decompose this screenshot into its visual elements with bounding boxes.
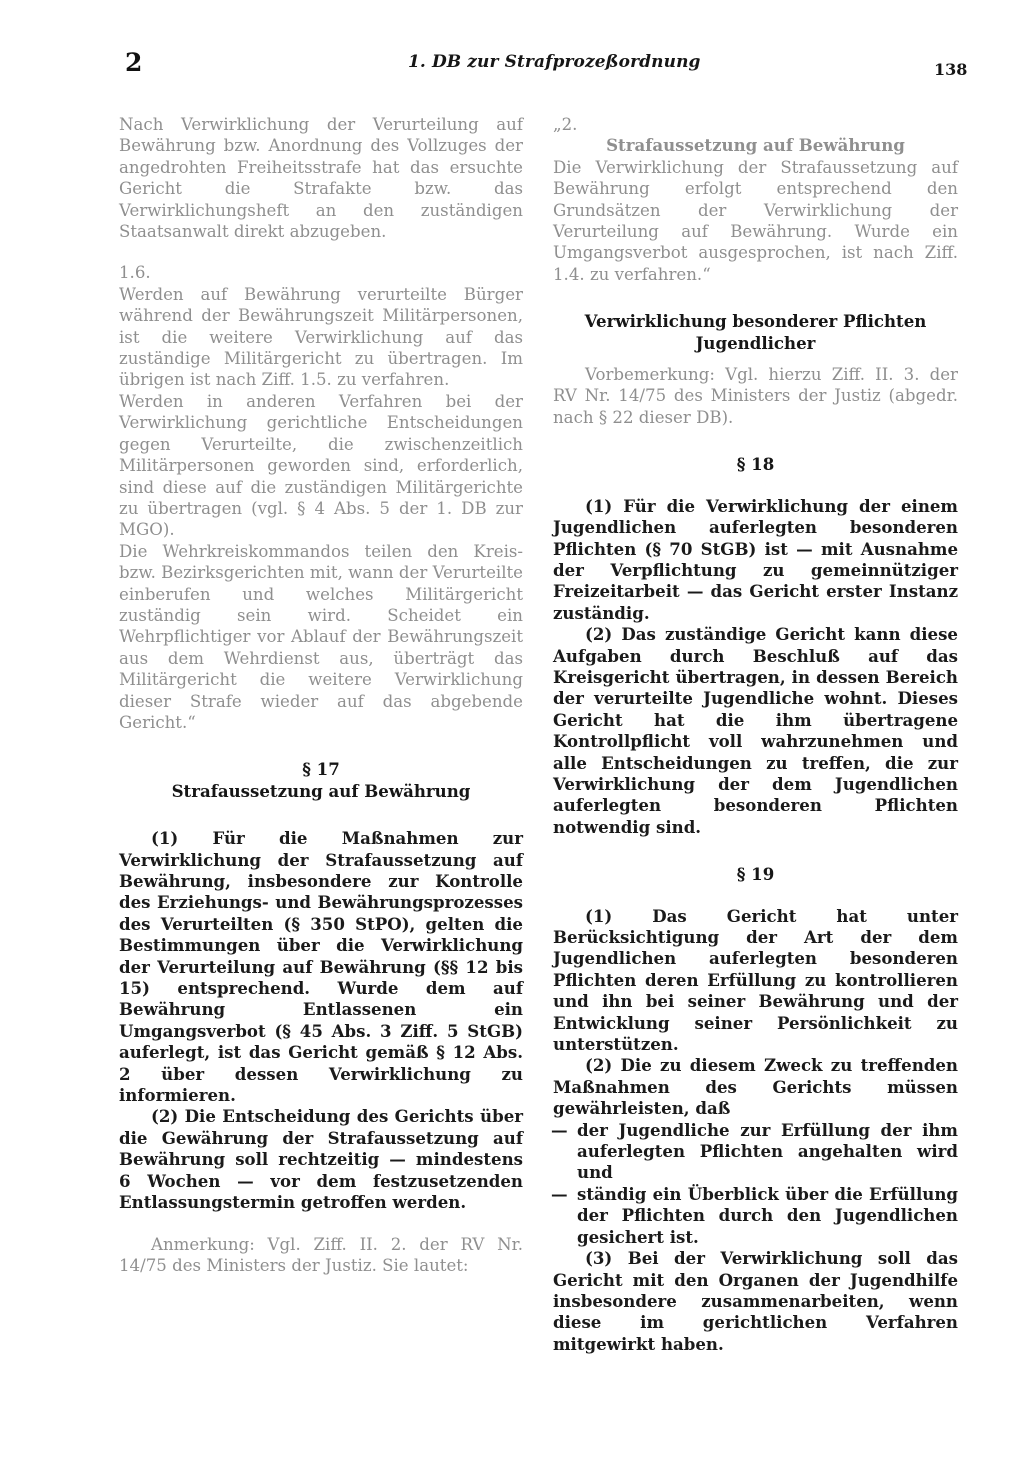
- dash-marker: —: [551, 1119, 568, 1140]
- section-heading-juvenile-duties: Verwirklichung besonderer Pflichten Jugendlicher: [584, 311, 927, 353]
- section-17-body: [119, 828, 523, 1213]
- paragraph-1-5-continuation: Nach Verwirklichung der Verurteilung auf Bewährung bzw. Anordnung des Vollzuges der angedrohten Freiheitsstrafe hat das ersuchte Gericht die Strafakte bzw. das Verwirklichungsheft an den zuständigen Staatsanwalt direkt abzugeben.: [119, 115, 523, 242]
- section-18-paragraph-1: (1) Für die Verwirklichung der einem Jugendlichen auferlegten besonderen Pflichten (§ 70 StGB) ist — mit Ausnahme der Verpflichtung zu gemeinnütziger Freizeitarbeit — das Gericht erster Instanz zuständig.: [553, 495, 958, 623]
- quote-text: Die Verwirklichung der Strafaussetzung auf Bewährung erfolgt entsprechend den Grundsätzen der Verwirklichung der Verurteilung auf Bewährung. Wurde ein Umgangsverbot ausgesprochen, ist nach Ziff. 1.4. zu verfahren.“: [553, 157, 958, 284]
- list-item: [551, 1120, 958, 1184]
- section-19-paragraph-3: (3) Bei der Verwirklichung soll das Gericht mit den Organen der Jugendhilfe insbesondere zusammenarbeiten, wenn diese im gerichtlichen Verfahren mitgewirkt haben.: [553, 1248, 958, 1354]
- section-17-paragraph-1: (1) Für die Maßnahmen zur Verwirklichung der Strafaussetzung auf Bewährung, insbesondere zur Kontrolle des Erziehungs- und Bewährungsprozesses des Verurteilten (§ 350 StPO), gelten die Bestimmungen über die Verwirklichung der Verurteilung auf Bewährung (§§ 12 bis 15) entsprechend. Wurde dem auf Bewährung Entlassenen ein Umgangsverbot (§ 45 Abs. 3 Ziff. 5 StGB) auferlegt, ist das Gericht gemäß § 12 Abs. 2 über dessen Verwirklichung zu informieren.: [119, 828, 523, 1106]
- quote-number: „2.: [553, 115, 578, 134]
- section-17-paragraph-2: (2) Die Entscheidung des Gerichts über die Gewährung der Strafaussetzung auf Bewährung soll rechtzeitig — mindestens 6 Wochen — vor dem festzusetzenden Entlassungstermin getroffen werden.: [119, 1106, 523, 1213]
- section-18-number: § 18: [736, 454, 775, 475]
- item-number-1-6: 1.6.: [119, 263, 151, 283]
- chapter-number: 2: [125, 48, 143, 77]
- list-item: [551, 1184, 958, 1248]
- paragraph-1-6-b: Werden in anderen Verfahren bei der Verwirklichung gerichtliche Entscheidungen gegen Verurteilte, die zwischenzeitlich Militärpersonen geworden sind, erforderlich, sind diese auf die zuständigen Militärgerichte zu übertragen (vgl. § 4 Abs. 5 der 1. DB zur MGO).: [119, 391, 523, 540]
- page-header: [0, 48, 1024, 84]
- section-19-paragraph-2: (2) Die zu diesem Zweck zu treffenden Maßnahmen des Gerichts müssen gewährleisten, daß: [553, 1055, 958, 1119]
- section-19-body: [553, 906, 958, 1356]
- section-17-number: § 17: [302, 759, 340, 780]
- section-17-title: Strafaussetzung auf Bewährung: [171, 780, 471, 801]
- section-18-paragraph-2: (2) Das zuständige Gericht kann diese Aufgaben durch Beschluß auf das Kreisgericht übertragen, in dessen Bereich der verurteilte Jugendliche wohnt. Dieses Gericht hat die ihm übertragene Kontrollpflicht voll wahrzunehmen und alle Entscheidungen zu treffen, die zur Verwirklichung der dem Jugendlichen auferlegten besonderen Pflichten notwendig sind.: [553, 624, 958, 837]
- section-18-body: [553, 496, 958, 839]
- quoted-guideline-continuation: [119, 114, 523, 733]
- section-19-number: § 19: [736, 864, 775, 885]
- left-column: [119, 114, 523, 1276]
- list-item-text: ständig ein Überblick über die Erfüllung der Pflichten durch den Jugendlichen gesichert ist.: [577, 1183, 958, 1247]
- quote-title: Strafaussetzung auf Bewährung: [606, 135, 905, 156]
- list-item-text: der Jugendliche zur Erfüllung der ihm auferlegten Pflichten angehalten wird und: [577, 1119, 958, 1183]
- quoted-guideline-2: [553, 114, 958, 285]
- paragraph-1-6-c: Die Wehrkreiskommandos teilen den Kreis- bzw. Bezirksgerichten mit, wann der Verurteilte einberufen und welches Militärgericht zuständig sein wird. Scheidet ein Wehrpflichtiger vor Ablauf der Bewährungszeit aus dem Wehrdienst aus, überträgt das Militärgericht die weitere Verwirklichung dieser Strafe wieder auf das abgebende Gericht.“: [119, 541, 523, 732]
- running-title: 1. DB zur Strafprozeßordnung: [408, 52, 701, 72]
- page-number: 138: [934, 60, 968, 79]
- dash-marker: —: [551, 1183, 568, 1204]
- preliminary-note: Vorbemerkung: Vgl. hierzu Ziff. II. 3. der RV Nr. 14/75 des Ministers der Justiz (abgedr. nach § 22 dieser DB).: [553, 365, 958, 427]
- right-column: [553, 114, 958, 1355]
- section-19-paragraph-1: (1) Das Gericht hat unter Berücksichtigung der Art der dem Jugendlichen auferlegten besonderen Pflichten deren Erfüllung zu kontrollieren und ihn bei seiner Bewährung und der Entwicklung seiner Persönlichkeit zu unterstützen.: [553, 905, 958, 1055]
- paragraph-1-6-a: Werden auf Bewährung verurteilte Bürger während der Bewährungszeit Militärpersonen, ist die weitere Verwirklichung auf das zuständige Militärgericht zu übertragen. Im übrigen ist nach Ziff. 1.5. zu verfahren.: [119, 284, 523, 390]
- section-17-note: Anmerkung: Vgl. Ziff. II. 2. der RV Nr. 14/75 des Ministers der Justiz. Sie lautet:: [119, 1234, 523, 1275]
